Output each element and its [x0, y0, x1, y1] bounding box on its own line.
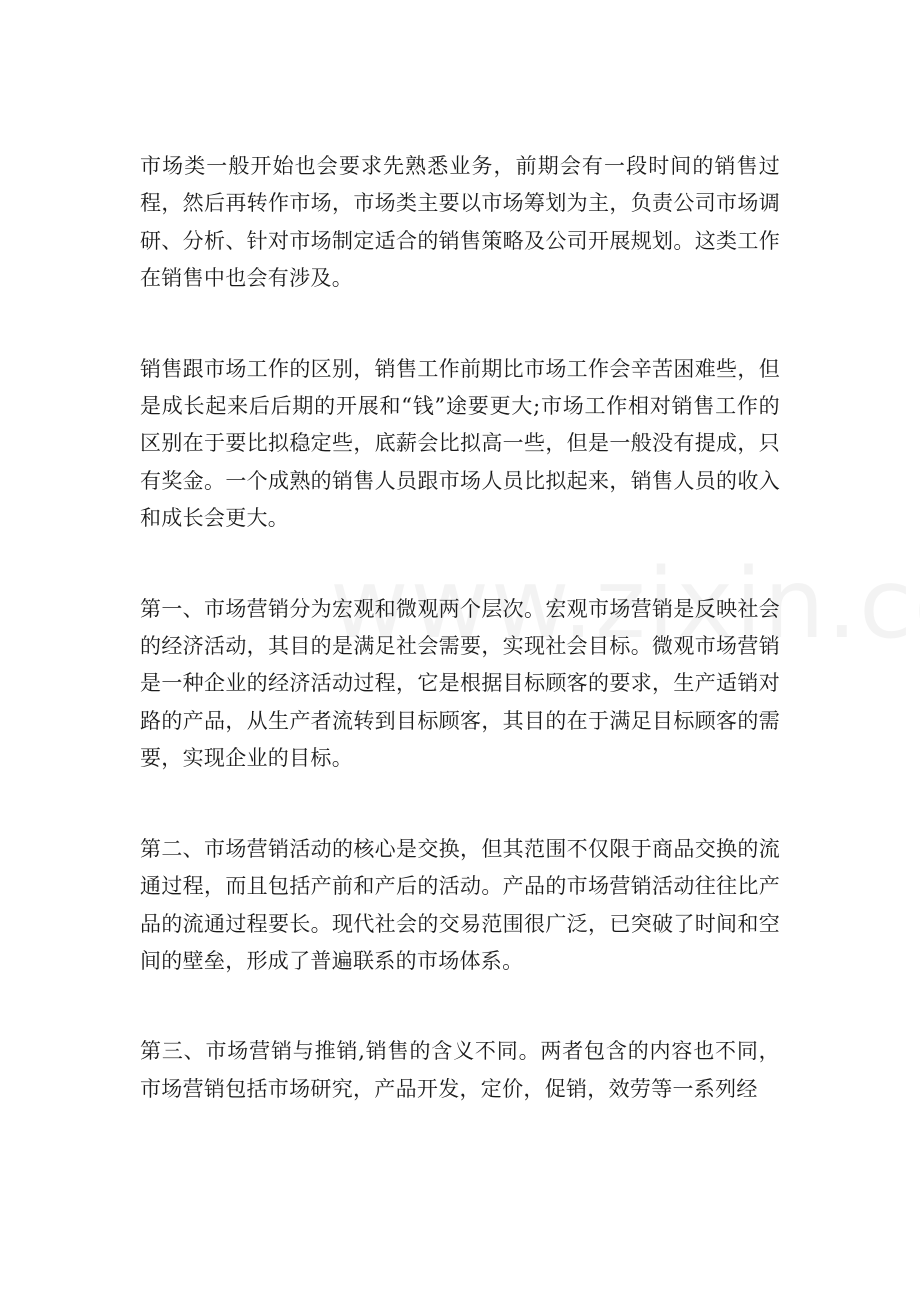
paragraph-3: 第一、市场营销分为宏观和微观两个层次。宏观市场营销是反映社会的经济活动，其目的是满足社会需要，实现社会目标。微观市场营销是一种企业的经济活动过程，它是根据目标顾客的要求，生产适销对路的产品，从生产者流转到目标顾客，其目的在于满足目标顾客的需要，实现企业的目标。 [140, 596, 780, 771]
paragraph-2: 销售跟市场工作的区别，销售工作前期比市场工作会辛苦困难些，但是成长起来后后期的开展和“钱”途要更大;市场工作相对销售工作的区别在于要比拟稳定些，底薪会比拟高一些，但是一般没有提成，只有奖金。一个成熟的销售人员跟市场人员比拟起来，销售人员的收入和成长会更大。 [140, 356, 780, 531]
paragraph-4: 第二、市场营销活动的核心是交换，但其范围不仅限于商品交换的流通过程，而且包括产前和产后的活动。产品的市场营销活动往往比产品的流通过程要长。现代社会的交易范围很广泛，已突破了时间和空间的壁垒，形成了普遍联系的市场体系。 [140, 836, 780, 973]
paragraph-1: 市场类一般开始也会要求先熟悉业务，前期会有一段时间的销售过程，然后再转作市场，市场类主要以市场筹划为主，负责公司市场调研、分析、针对市场制定适合的销售策略及公司开展规划。这类工作在销售中也会有涉及。 [140, 154, 780, 291]
paragraph-5: 第三、市场营销与推销,销售的含义不同。两者包含的内容也不同，市场营销包括市场研究，产品开发，定价，促销，效劳等一系列经 [140, 1039, 780, 1101]
document-body [140, 148, 780, 1161]
